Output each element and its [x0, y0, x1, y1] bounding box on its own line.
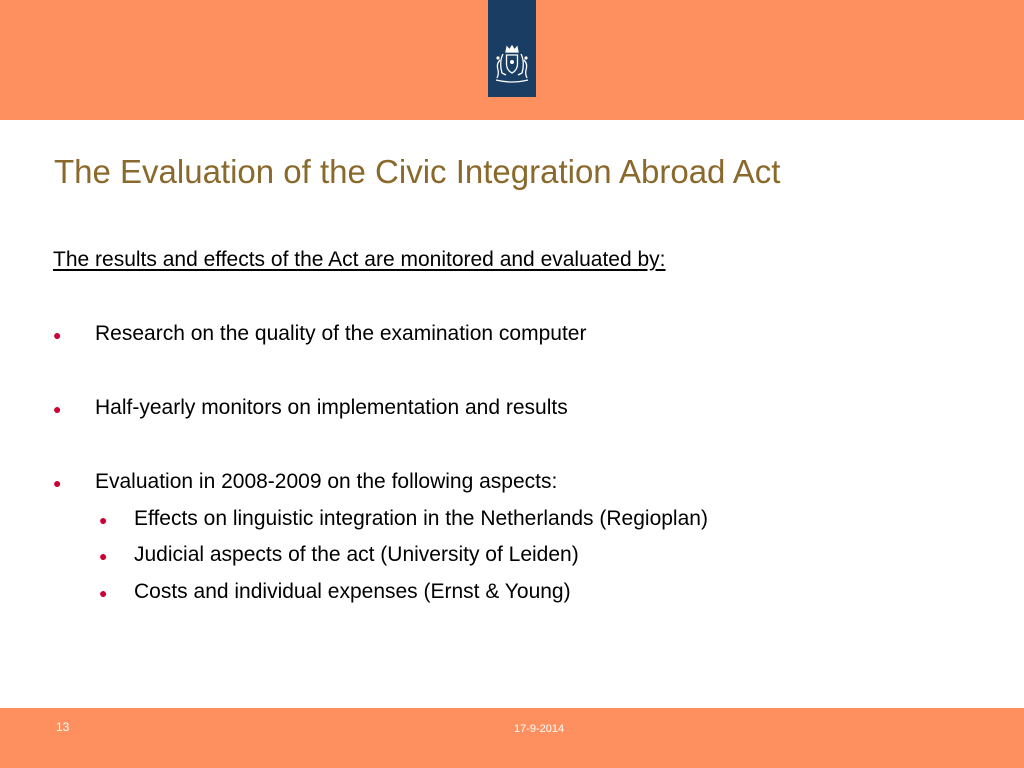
bullet-marker: ● — [53, 475, 62, 491]
footer-date: 17-9-2014 — [514, 723, 565, 735]
bullet-item — [53, 394, 568, 423]
sub-bullet-item — [99, 578, 571, 607]
bullet-marker: ● — [53, 401, 62, 417]
bullet-text: Half-yearly monitors on implementation and results — [95, 396, 568, 419]
page-number: 13 — [56, 720, 70, 734]
logo-block — [488, 0, 536, 97]
slide-subtitle: The results and effects of the Act are monitored and evaluated by: — [53, 248, 666, 271]
sub-bullet-marker: ● — [99, 548, 108, 564]
sub-bullet-marker: ● — [99, 585, 108, 601]
footer-band — [0, 708, 1024, 768]
bullet-marker: ● — [53, 327, 62, 343]
dutch-royal-coat-of-arms-icon — [488, 0, 536, 97]
bullet-item — [53, 320, 586, 349]
bullet-text: Evaluation in 2008-2009 on the following aspects: — [95, 470, 558, 493]
bullet-text: Research on the quality of the examination computer — [95, 322, 587, 345]
sub-bullet-text: Effects on linguistic integration in the Netherlands (Regioplan) — [134, 507, 708, 530]
sub-bullet-text: Costs and individual expenses (Ernst & Young) — [134, 580, 571, 603]
sub-bullet-marker: ● — [99, 512, 108, 528]
slide-title: The Evaluation of the Civic Integration Abroad Act — [54, 153, 781, 190]
sub-bullet-item — [99, 505, 708, 534]
sub-bullet-text: Judicial aspects of the act (University of Leiden) — [134, 543, 579, 566]
bullet-item — [53, 468, 557, 497]
sub-bullet-item — [99, 541, 579, 570]
